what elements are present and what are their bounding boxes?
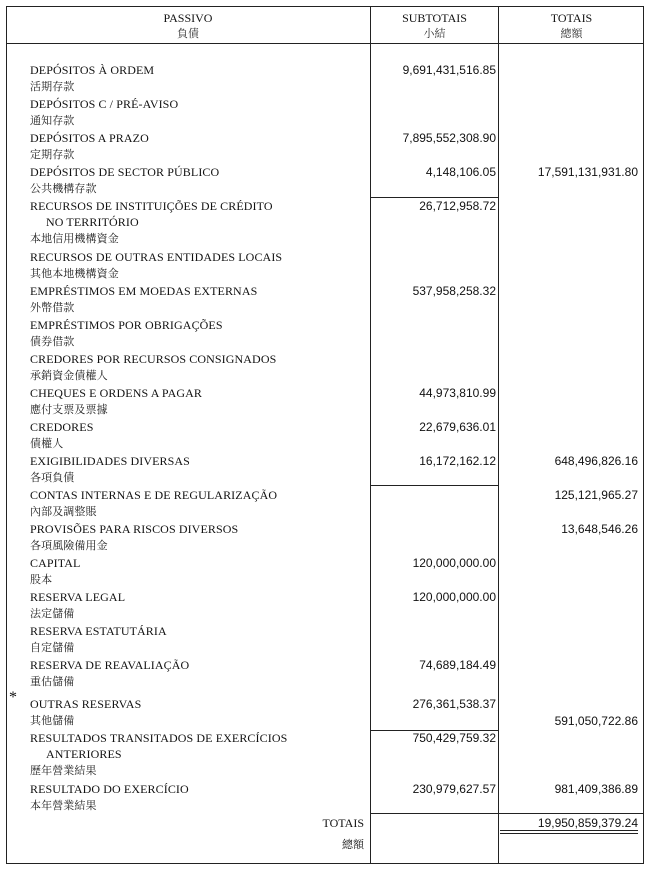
row-label-zh: 債券借款 [30, 335, 75, 348]
row-label [30, 781, 189, 814]
row-label-pt: PROVISÕES PARA RISCOS DIVERSOS [30, 522, 239, 536]
row-label [30, 96, 178, 129]
row-label-pt: RESERVA LEGAL [30, 590, 126, 604]
row-label-pt: RESULTADO DO EXERCÍCIO [30, 782, 189, 796]
subtotal-value: 120,000,000.00 [412, 590, 496, 604]
subtotal-value: 276,361,538.37 [412, 697, 496, 711]
total-value: 17,591,131,931.80 [537, 165, 638, 179]
row-label-zh: 通知存款 [30, 114, 75, 127]
row-label-zh: 其他儲備 [30, 714, 75, 727]
totals-label-zh: 總額 [342, 838, 364, 851]
row-label [30, 130, 149, 163]
row-label-zh: 債權人 [30, 437, 64, 450]
total-value: 648,496,826.16 [554, 454, 638, 468]
row-label-pt: RECURSOS DE INSTITUIÇÕES DE CRÉDITO [30, 199, 273, 213]
grand-total-double-rule-2 [500, 833, 638, 834]
subtotal-rule-reserves [370, 730, 498, 731]
row-label-zh: 重估儲備 [30, 675, 75, 688]
row-label-zh: 公共機構存款 [30, 182, 97, 195]
row-label [30, 419, 93, 452]
subtotal-value: 16,172,162.12 [419, 454, 496, 468]
header-totais [499, 11, 644, 41]
header-passivo-label-zh: 負債 [177, 27, 199, 40]
grand-total-value: 19,950,859,379.24 [537, 816, 638, 830]
row-label [30, 696, 141, 729]
row-label [30, 521, 238, 554]
header-rule [6, 43, 644, 44]
subtotal-value: 230,979,627.57 [412, 782, 496, 796]
row-label-pt: RESULTADOS TRANSITADOS DE EXERCÍCIOS [30, 731, 288, 745]
row-label-zh: 各項風險備用金 [30, 539, 108, 552]
row-label-pt: CONTAS INTERNAS E DE REGULARIZAÇÃO [30, 488, 278, 502]
row-label-pt: CREDORES POR RECURSOS CONSIGNADOS [30, 352, 277, 366]
subtotal-value: 4,148,106.05 [425, 165, 496, 179]
row-label-zh: 外幣借款 [30, 301, 75, 314]
subtotal-value: 7,895,552,308.90 [402, 131, 496, 145]
row-label-zh: 本地信用機構資金 [30, 232, 119, 245]
row-label [30, 283, 257, 316]
row-label-pt: RESERVA DE REAVALIAÇÃO [30, 658, 190, 672]
total-value: 125,121,965.27 [554, 488, 638, 502]
row-label-zh: 歷年營業結果 [30, 764, 97, 777]
row-label-zh: 定期存款 [30, 148, 75, 161]
subtotal-value: 44,973,810.99 [419, 386, 496, 400]
row-label [30, 198, 273, 247]
row-label [30, 317, 223, 350]
row-label-zh: 各項負債 [30, 471, 75, 484]
column-divider-totais [498, 6, 499, 864]
subtotal-rule-deposits [370, 197, 498, 198]
subtotal-value: 120,000,000.00 [412, 556, 496, 570]
subtotal-rule-exigibilidades [370, 485, 498, 486]
subtotal-value: 9,691,431,516.85 [402, 63, 496, 77]
row-label-zh: 法定儲備 [30, 607, 75, 620]
header-totais-label-zh: 總額 [560, 27, 583, 40]
row-label-zh: 內部及調整賬 [30, 505, 97, 518]
subtotal-value: 22,679,636.01 [419, 420, 496, 434]
row-label-pt: OUTRAS RESERVAS [30, 697, 142, 711]
totals-label-pt: TOTAIS [322, 816, 364, 830]
row-label-pt: EMPRÉSTIMOS EM MOEDAS EXTERNAS [30, 284, 258, 298]
row-label-pt: RECURSOS DE OUTRAS ENTIDADES LOCAIS [30, 250, 283, 264]
row-label [30, 249, 282, 282]
header-subtotais [371, 11, 498, 41]
total-value: 591,050,722.86 [554, 714, 638, 728]
row-label-pt: EMPRÉSTIMOS POR OBRIGAÇÕES [30, 318, 223, 332]
header-passivo [6, 11, 370, 41]
subtotal-value: 74,689,184.49 [419, 658, 496, 672]
row-label [30, 623, 167, 656]
subtotal-value: 750,429,759.32 [412, 731, 496, 745]
row-label [30, 589, 125, 622]
subtotal-value: 537,958,258.32 [412, 284, 496, 298]
row-label-pt: CREDORES [30, 420, 94, 434]
row-label [30, 555, 80, 588]
row-label [30, 487, 277, 520]
row-label [30, 351, 276, 384]
row-label [30, 657, 189, 690]
row-label-zh: 本年營業結果 [30, 799, 97, 812]
subtotal-value: 26,712,958.72 [419, 199, 496, 213]
row-label-zh: 股本 [30, 573, 53, 586]
row-label-pt-continued: ANTERIORES [46, 747, 122, 761]
row-label-zh: 應付支票及票據 [30, 403, 108, 416]
row-label-pt: RESERVA ESTATUTÁRIA [30, 624, 167, 638]
row-label-pt: DEPÓSITOS C / PRÉ-AVISO [30, 97, 179, 111]
header-subtotais-label-zh: 小結 [423, 27, 446, 40]
row-label-pt: DEPÓSITOS DE SECTOR PÚBLICO [30, 165, 220, 179]
row-label-pt: DEPÓSITOS A PRAZO [30, 131, 149, 145]
header-passivo-label: PASSIVO [163, 11, 213, 25]
total-value: 13,648,546.26 [561, 522, 638, 536]
row-label [30, 385, 202, 418]
column-divider-subtotais [370, 6, 371, 864]
totals-top-rule [370, 813, 644, 814]
totals-label [300, 815, 364, 853]
row-label-pt-continued: NO TERRITÓRIO [46, 215, 139, 229]
row-label-zh: 活期存款 [30, 80, 75, 93]
row-label-zh: 承銷資金債權人 [30, 369, 108, 382]
total-value: 981,409,386.89 [554, 782, 638, 796]
row-label-pt: CAPITAL [30, 556, 81, 570]
row-label-zh: 其他本地機構資金 [30, 267, 119, 280]
row-label [30, 453, 190, 486]
row-label [30, 164, 219, 197]
row-label-pt: DEPÓSITOS À ORDEM [30, 63, 155, 77]
grand-total-double-rule-1 [500, 830, 638, 831]
row-label-zh: 自定儲備 [30, 641, 75, 654]
header-totais-label: TOTAIS [550, 11, 593, 25]
header-subtotais-label: SUBTOTAIS [402, 11, 467, 25]
row-label [30, 730, 287, 779]
row-label-pt: EXIGIBILIDADES DIVERSAS [30, 454, 190, 468]
asterisk-mark: * [9, 689, 17, 706]
row-label [30, 62, 154, 95]
row-label-pt: CHEQUES E ORDENS A PAGAR [30, 386, 202, 400]
